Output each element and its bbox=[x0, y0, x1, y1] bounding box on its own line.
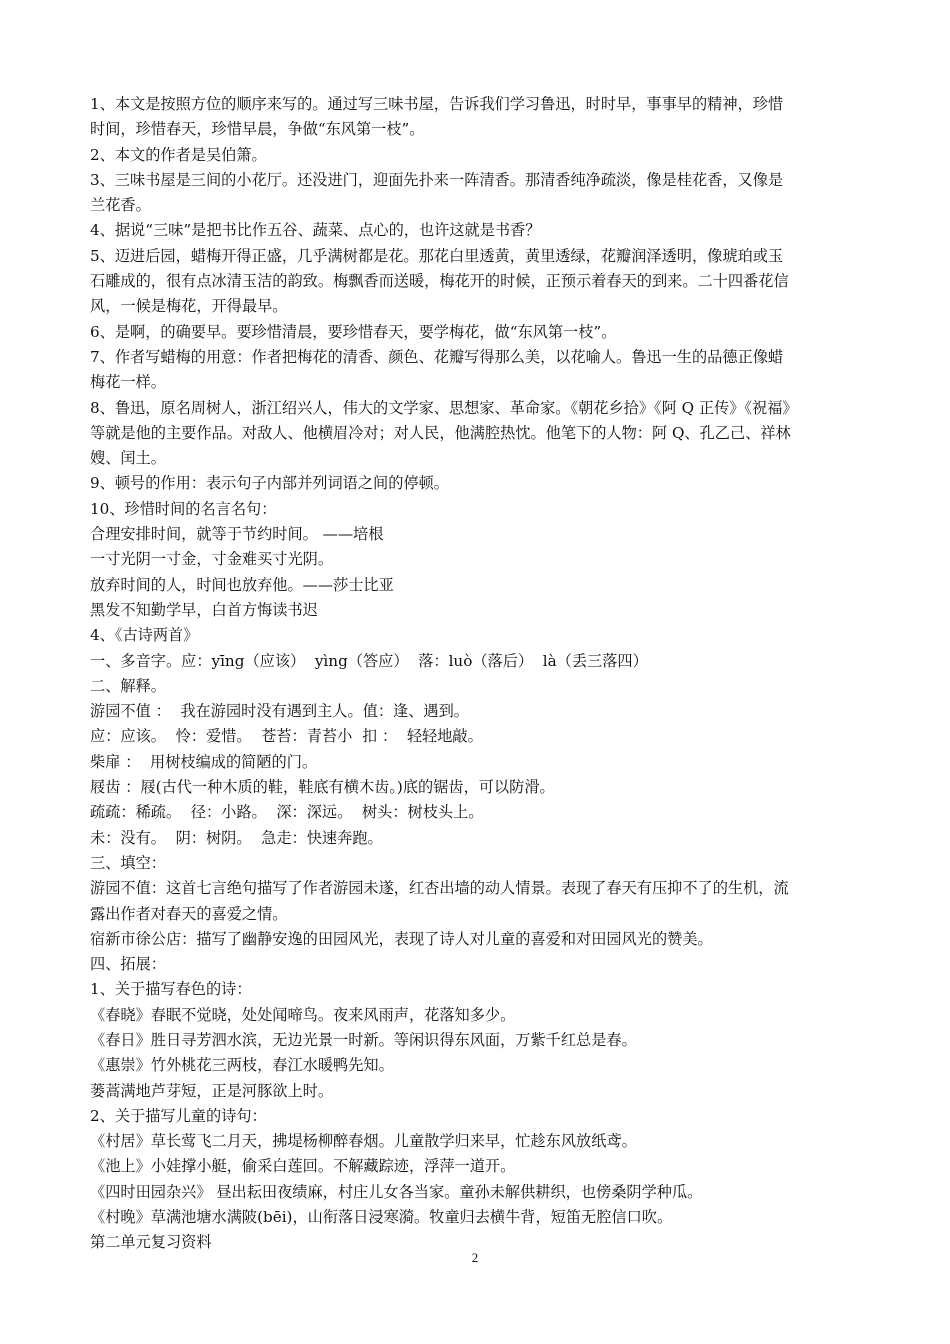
text-line: 疏疏：稀疏。 径：小路。 深：深远。 树头：树枝头上。 bbox=[90, 803, 484, 822]
text-line: 黑发不知勤学早，白首方悔读书迟 bbox=[90, 600, 318, 619]
text-line: 二、解释。 bbox=[90, 676, 166, 695]
text-line: 1、本文是按照方位的顺序来写的。通过写三味书屋，告诉我们学习鲁迅，时时早，事事早的精神，珍惜 bbox=[90, 95, 784, 113]
text-line: 宿新市徐公店：描写了幽静安逸的田园风光，表现了诗人对儿童的喜爱和对田园风光的赞美。 bbox=[90, 929, 713, 948]
text-line: 石雕成的，很有点冰清玉洁的韵致。梅飘香而送暖，梅花开的时候，正预示着春天的到来。二十四番花信 bbox=[90, 272, 789, 291]
text-line: 兰花香。 bbox=[90, 196, 151, 215]
text-line: 《四时田园杂兴》 昼出耘田夜绩麻，村庄儿女各当家。童孙未解供耕织，也傍桑阴学种瓜。 bbox=[90, 1182, 703, 1201]
text-line: 第二单元复习资料 bbox=[90, 1233, 212, 1252]
text-line: 合理安排时间，就等于节约时间。 ——培根 bbox=[90, 525, 384, 544]
text-line: 2、关于描写儿童的诗句： bbox=[90, 1106, 267, 1125]
text-line: 应：应该。 怜：爱惜。 苍苔：青苔小 扣 ： 轻轻地敲。 bbox=[90, 727, 483, 746]
document-body bbox=[90, 92, 862, 1256]
text-line: 蒌蒿满地芦芽短，正是河豚欲上时。 bbox=[90, 1081, 333, 1100]
text-line: 《惠崇》竹外桃花三两枝，春江水暖鸭先知。 bbox=[90, 1056, 394, 1075]
text-line: 风，一候是梅花，开得最早。 bbox=[90, 297, 288, 316]
text-line: 露出作者对春天的喜爱之情。 bbox=[90, 904, 288, 923]
text-line: 游园不值 ： 我在游园时没有遇到主人。值：逢、遇到。 bbox=[90, 702, 469, 721]
text-line: 1、关于描写春色的诗： bbox=[90, 980, 252, 999]
text-line: 《村晚》草满池塘水满陂(bēi)，山衔落日浸寒漪。牧童归去横牛背，短笛无腔信口吹。 bbox=[90, 1208, 673, 1227]
text-line: 4、《古诗两首》 bbox=[90, 626, 199, 645]
text-line: 《村居》草长莺飞二月天，拂堤杨柳醉春烟。儿童散学归来早，忙趁东风放纸鸢。 bbox=[90, 1132, 637, 1151]
text-line: 8、鲁迅，原名周树人，浙江绍兴人，伟大的文学家、思想家、革命家。《朝花乡拾》《阿 Q 正传》《祝福》 bbox=[90, 398, 798, 417]
text-line: 7、作者写蜡梅的用意：作者把梅花的清香、颜色、花瓣写得那么美，以花喻人。鲁迅一生的品德正像蜡 bbox=[90, 347, 784, 366]
text-line: 屐齿 ：屐(古代一种木质的鞋，鞋底有横木齿。)底的锯齿，可以防滑。 bbox=[90, 778, 555, 797]
text-line: 4、据说“三味”是把书比作五谷、蔬菜、点心的，也许这就是书香？ bbox=[90, 221, 541, 240]
text-line: 10、珍惜时间的名言名句： bbox=[90, 499, 277, 518]
text-line: 5、迈进后园，蜡梅开得正盛，几乎满树都是花。那花白里透黄，黄里透绿，花瓣润泽透明，像琥珀或玉 bbox=[90, 246, 784, 265]
text-line: 未：没有。 阴：树阴。 急走：快速奔跑。 bbox=[90, 828, 383, 847]
text-line: 6、是啊，的确要早。要珍惜清晨，要珍惜春天，要学梅花，做“东风第一枝”。 bbox=[90, 322, 617, 341]
text-line: 《春日》胜日寻芳泗水滨，无边光景一时新。等闲识得东风面，万紫千红总是春。 bbox=[90, 1030, 637, 1049]
text-line: 时间，珍惜春天，珍惜早晨，争做“东风第一枝”。 bbox=[90, 120, 425, 139]
text-line: 游园不值：这首七言绝句描写了作者游园未遂，红杏出墙的动人情景。表现了春天有压抑不了的生机，流 bbox=[90, 879, 789, 898]
text-line: 等就是他的主要作品。对敌人、他横眉冷对；对人民，他满腔热忱。他笔下的人物：阿 Q、孔乙己、祥林 bbox=[90, 423, 791, 442]
text-line: 一寸光阴一寸金，寸金难买寸光阴。 bbox=[90, 550, 333, 569]
text-line: 四、拓展： bbox=[90, 955, 166, 974]
text-line: 三、填空： bbox=[90, 853, 166, 872]
text-line: 梅花一样。 bbox=[90, 373, 166, 392]
text-line: 2、本文的作者是吴伯箫。 bbox=[90, 145, 267, 164]
text-line: 嫂、闰土。 bbox=[90, 449, 166, 468]
text-line: 9、顿号的作用：表示句子内部并列词语之间的停顿。 bbox=[90, 474, 449, 493]
text-line: 柴扉 ： 用树枝编成的简陋的门。 bbox=[90, 752, 318, 771]
text-line: 《池上》小娃撑小艇，偷采白莲回。不解藏踪迹，浮萍一道开。 bbox=[90, 1157, 516, 1176]
text-line: 放弃时间的人，时间也放弃他。——莎士比亚 bbox=[90, 575, 394, 594]
page-number: 2 bbox=[471, 1250, 479, 1265]
text-line: 《春晓》春眠不觉晓，处处闻啼鸟。夜来风雨声，花落知多少。 bbox=[90, 1005, 516, 1024]
text-line: 一、多音字。应：yīng（应该） yìng（答应） 落：luò（落后） là（丢三落四） bbox=[90, 651, 648, 670]
text-line: 3、三味书屋是三间的小花厅。还没进门，迎面先扑来一阵清香。那清香纯净疏淡，像是桂花香，又像是 bbox=[90, 170, 784, 189]
